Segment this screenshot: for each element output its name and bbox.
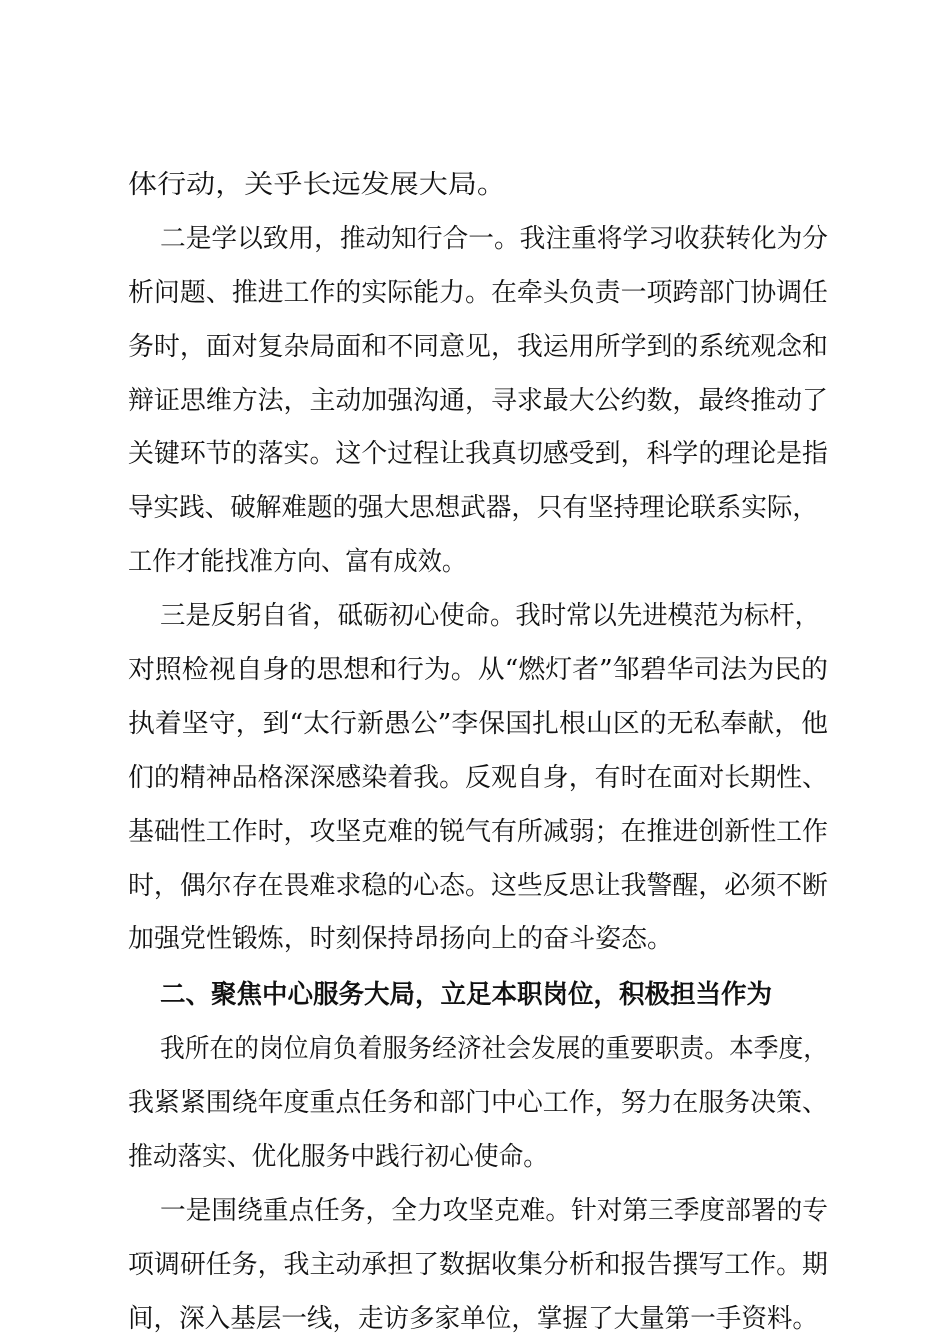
text-line: 关键环节的落实。这个过程让我真切感受到，科学的理论是指 — [128, 439, 828, 469]
text-line: 体行动，关乎长远发展大局。 — [128, 170, 506, 200]
paragraph-line: 我所在的岗位肩负着服务经济社会发展的重要职责。本季度， — [160, 1034, 828, 1064]
paragraph-line: 三是反躬自省，砥砺初心使命。我时常以先进模范为标杆， — [160, 601, 820, 631]
paragraph-line: 二是学以致用，推动知行合一。我注重将学习收获转化为分 — [160, 224, 828, 254]
text-line: 辩证思维方法，主动加强沟通，寻求最大公约数，最终推动了 — [128, 386, 828, 416]
text-line: 析问题、推进工作的实际能力。在牵头负责一项跨部门协调任 — [128, 278, 828, 308]
text-line: 们的精神品格深深感染着我。反观自身，有时在面对长期性、 — [128, 763, 828, 793]
text-line: 导实践、破解难题的强大思想武器，只有坚持理论联系实际， — [128, 493, 818, 523]
text-line: 对照检视自身的思想和行为。从“燃灯者”邹碧华司法为民的 — [128, 655, 829, 685]
text-line: 间，深入基层一线，走访多家单位，掌握了大量第一手资料。 — [128, 1304, 818, 1334]
text-line: 工作才能找准方向、富有成效。 — [128, 547, 466, 577]
section-heading: 二、聚焦中心服务大局，立足本职岗位，积极担当作为 — [160, 980, 772, 1010]
text-line: 基础性工作时，攻坚克难的锐气有所减弱；在推进创新性工作 — [128, 817, 828, 847]
text-line: 执着坚守，到“太行新愚公”李保国扎根山区的无私奉献，他 — [128, 709, 829, 739]
text-line: 时，偶尔存在畏难求稳的心态。这些反思让我警醒，必须不断 — [128, 871, 828, 901]
text-line: 项调研任务，我主动承担了数据收集分析和报告撰写工作。期 — [128, 1250, 828, 1280]
text-line: 我紧紧围绕年度重点任务和部门中心工作，努力在服务决策、 — [128, 1088, 828, 1118]
paragraph-line: 一是围绕重点任务，全力攻坚克难。针对第三季度部署的专 — [160, 1196, 828, 1226]
text-line: 务时，面对复杂局面和不同意见，我运用所学到的系统观念和 — [128, 332, 828, 362]
text-line: 推动落实、优化服务中践行初心使命。 — [128, 1142, 548, 1172]
text-line: 加强党性锻炼，时刻保持昂扬向上的奋斗姿态。 — [128, 924, 673, 954]
